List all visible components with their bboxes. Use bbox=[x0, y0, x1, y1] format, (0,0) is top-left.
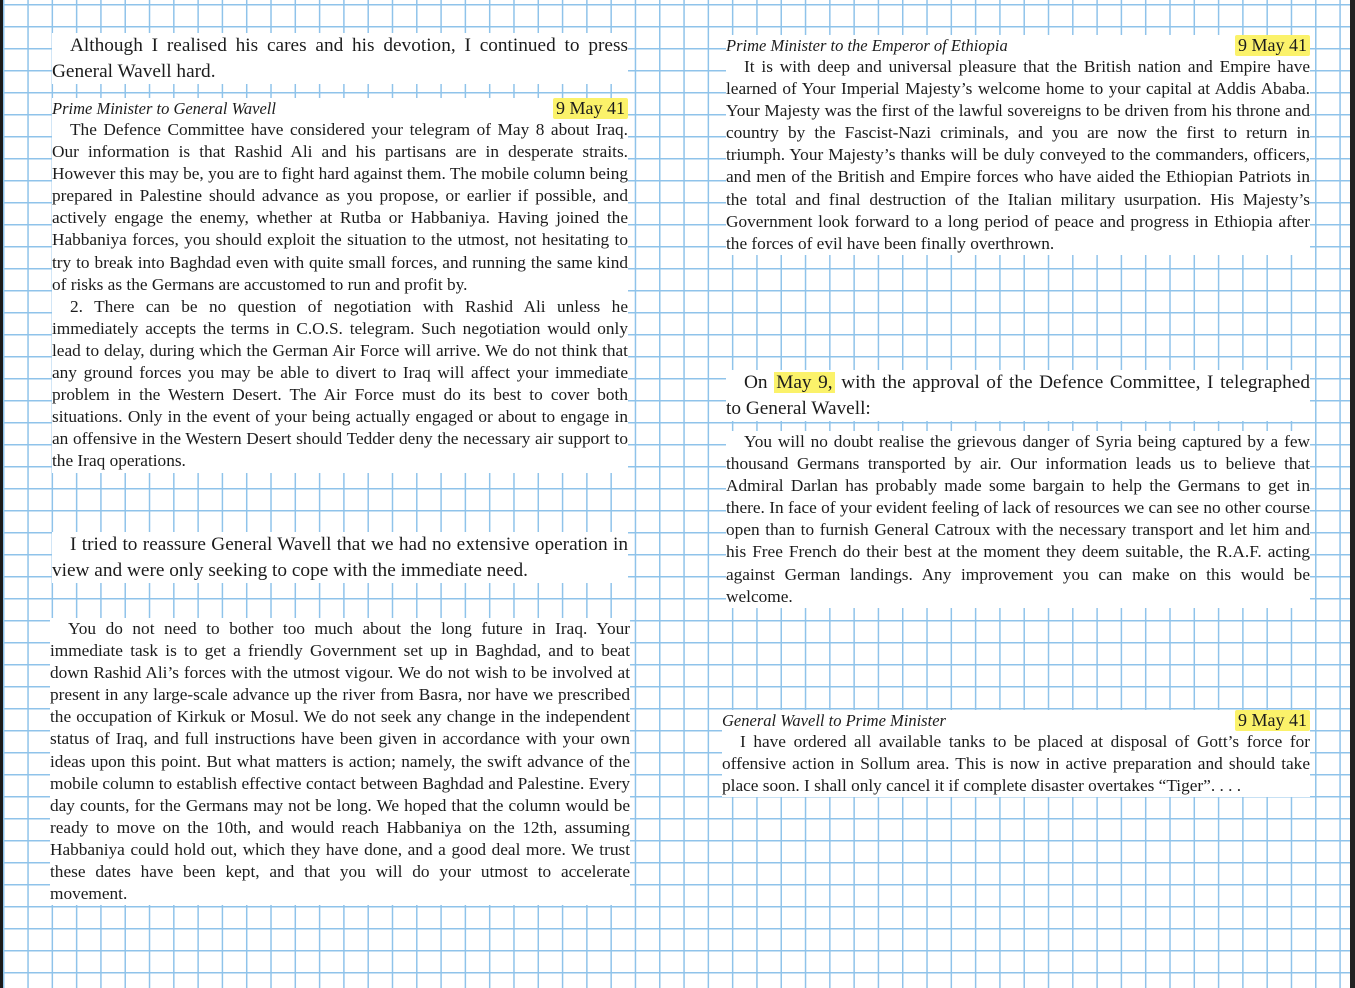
telegram-date-highlight: 9 May 41 bbox=[553, 98, 628, 119]
telegram-iraq-clipping bbox=[50, 618, 630, 905]
narrative-paragraph: I tried to reassure General Wavell that we had no extensive operation in view and were only seeking to cope with the immediate need. bbox=[52, 534, 628, 581]
telegram-syria-clipping bbox=[726, 431, 1310, 608]
intro-paragraph: Although I realised his cares and his devotion, I continued to press General Wavell hard. bbox=[52, 35, 628, 82]
right-narrative-clipping bbox=[726, 370, 1310, 421]
telegram-paragraph-1: The Defence Committee have considered your telegram of May 8 about Iraq. Our information is that Rashid Ali and his partisans are in desperate straits. However this may be, you are to fight hard against them. The mobile column being prepared in Palestine should advance as you propose, or earlier if possible, and actively engage the enemy, whether at Rutba or Habbaniya. Having joined the Habbaniya forces, you should exploit the situation to the utmost, not hesitating to try to break into Baghdad even with quite small forces, and running the same kind of risks as the Germans are accustomed to run and profit by. bbox=[52, 120, 628, 294]
narrative-prefix: On bbox=[744, 372, 768, 393]
left-intro-clipping bbox=[52, 33, 628, 84]
narrative-paragraph bbox=[726, 370, 1310, 421]
telegram-reply-paragraph: I have ordered all available tanks to be placed at disposal of Gott’s force for offensive action in Sollum area. This is now in active preparation and should take place soon. I shall only cancel it if complete disaster overtakes “Tiger”. . . . bbox=[722, 732, 1310, 796]
scan-right-edge bbox=[1350, 0, 1355, 988]
telegram-ethiopia-clipping bbox=[726, 35, 1310, 255]
telegram-header bbox=[726, 35, 1310, 56]
telegram-header bbox=[52, 98, 628, 119]
telegram-syria-paragraph: You will no doubt realise the grievous danger of Syria being captured by a few thousand Germans transported by air. Our information leads us to believe that Admiral Darlan has probably made some bargain to help the Germans to get in there. In face of your evident feeling of lack of resources we can see no other course open than to furnish General Catroux with the necessary transport and let him and his Free French do their best at the moment they deem suitable, the R.A.F. acting against German landings. Any improvement you can make on this would be welcome. bbox=[726, 432, 1310, 606]
telegram-ethiopia-paragraph: It is with deep and universal pleasure that the British nation and Empire have learned of Your Imperial Majesty’s welcome home to your capital at Addis Ababa. Your Majesty was the first of the lawful sovereigns to be driven from his throne and country by the Fascist-Nazi criminals, and you are now the first to return in triumph. Your Majesty’s thanks will be duly conveyed to the commanders, officers, and men of the British and Empire forces who have aided the Ethiopian Patriots in the total and final destruction of the Italian military usurpation. His Majesty’s Government look forward to a long period of peace and progress in Ethiopia after the forces of evil have been finally overthrown. bbox=[726, 57, 1310, 253]
left-narrative-clipping bbox=[52, 532, 628, 583]
telegram-heading: Prime Minister to General Wavell bbox=[52, 99, 276, 118]
telegram-date-highlight: 9 May 41 bbox=[1235, 35, 1310, 56]
telegram-date-highlight: 9 May 41 bbox=[1235, 710, 1310, 731]
narrative-rest: with the approval of the Defence Committee, I telegraphed to General Wavell: bbox=[726, 372, 1310, 419]
telegram-paragraph-2: 2. There can be no question of negotiation with Rashid Ali unless he immediately accepts the terms in C.O.S. telegram. Such negotiation would only lead to delay, during which the German Air Force will arrive. We do not think that any ground forces you may be able to divert to Iraq will affect your immediate problem in the Western Desert. The Air Force must do its best to cover both situations. Only in the event of your being actually engaged or about to engage in an offensive in the Western Desert should Tedder deny the necessary air support to the Iraq operations. bbox=[52, 296, 628, 471]
telegram-wavell-clipping bbox=[52, 98, 628, 473]
telegram-header bbox=[722, 710, 1310, 731]
may9-highlight: May 9, bbox=[776, 372, 833, 393]
scan-left-edge bbox=[0, 0, 3, 988]
telegram-heading: Prime Minister to the Emperor of Ethiopia bbox=[726, 36, 1008, 55]
telegram-heading: General Wavell to Prime Minister bbox=[722, 711, 946, 730]
telegram-iraq-paragraph: You do not need to bother too much about the long future in Iraq. Your immediate task is to get a friendly Government set up in Baghdad, and to beat down Rashid Ali’s forces with the utmost vigour. We do not wish to be involved at present in any large-scale advance up the river from Basra, nor have we prescribed the occupation of Kirkuk or Mosul. We do not seek any change in the independent status of Iraq, and full instructions have been given in accordance with your own ideas upon this point. But what matters is action; namely, the swift advance of the mobile column to establish effective contact between Baghdad and Palestine. Every day counts, for the Germans may not be long. We hoped that the column would be ready to move on the 10th, and would reach Habbaniya on the 12th, assuming Habbaniya could hold out, which they have done, and a good deal more. We trust these dates have been kept, and that you will do your utmost to accelerate movement. bbox=[50, 619, 630, 904]
telegram-reply-clipping bbox=[722, 710, 1310, 797]
